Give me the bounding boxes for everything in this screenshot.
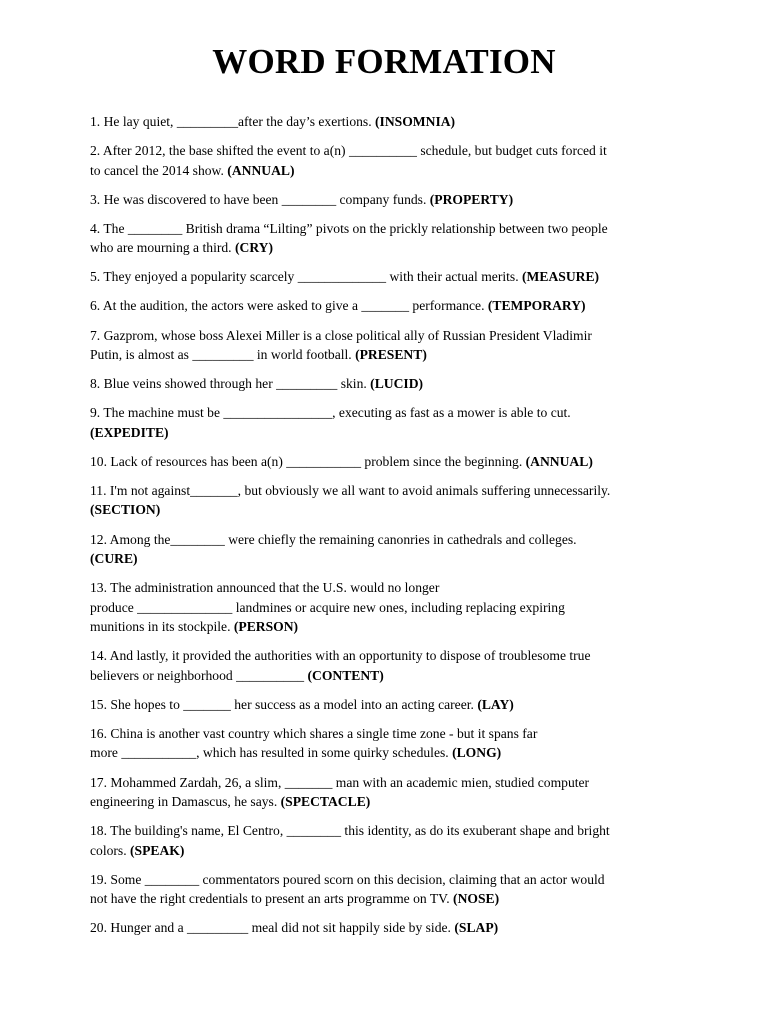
exercise-text-line: munitions in its stockpile.	[90, 619, 231, 635]
exercise-text-line: 6. At the audition, the actors were asked to give a _______ performance.	[90, 298, 485, 314]
root-word: (CRY)	[234, 240, 274, 256]
exercise-text-line: 1. He lay quiet, _________after the day’s exertions.	[90, 114, 372, 129]
exercise-text-line: engineering in Damascus, he says.	[90, 794, 278, 809]
root-word: (LUCID)	[370, 376, 424, 392]
root-word: (LONG)	[452, 745, 502, 761]
exercise-item	[90, 695, 680, 715]
exercise-item	[90, 646, 680, 685]
root-word: (SPECTACLE)	[280, 794, 371, 809]
exercise-text-line: 10. Lack of resources has been a(n) ___________ problem since the beginning.	[90, 453, 523, 469]
root-word: (CURE)	[90, 551, 138, 567]
exercise-text-line: 7. Gazprom, whose boss Alexei Miller is a close political ally of Russian President Vladimir	[90, 327, 592, 343]
root-word: (PROPERTY)	[429, 191, 514, 207]
exercise-text-line: 4. The ________ British drama “Lilting” pivots on the prickly relationship between two people	[90, 220, 608, 236]
exercise-text-line: 11. I'm not against_______, but obviously we all want to avoid animals suffering unnecessarily.	[90, 482, 611, 498]
exercise-text-line: who are mourning a third.	[90, 240, 232, 256]
exercise-item	[90, 403, 680, 442]
exercise-text-line: believers or neighborhood __________	[90, 667, 305, 683]
exercise-text-line: 18. The building's name, El Centro, ________ this identity, as do its exuberant shape and bright	[90, 823, 610, 839]
root-word: (SLAP)	[454, 920, 499, 936]
exercise-item	[90, 296, 680, 316]
exercise-text-line: 12. Among the________ were chiefly the remaining canonries in cathedrals and colleges.	[90, 531, 577, 547]
root-word: (NOSE)	[453, 891, 500, 907]
exercise-item	[90, 141, 680, 180]
exercise-text-line: 20. Hunger and a _________ meal did not sit happily side by side.	[90, 920, 451, 936]
exercise-text-line: 16. China is another vast country which shares a single time zone - but it spans far	[90, 725, 538, 741]
exercise-text-line: 2. After 2012, the base shifted the event to a(n) __________ schedule, but budget cuts forced it	[90, 143, 607, 159]
exercise-text-line: 5. They enjoyed a popularity scarcely _____________ with their actual merits.	[90, 269, 519, 285]
root-word: (SECTION)	[90, 502, 161, 518]
exercise-text-line: more ___________, which has resulted in some quirky schedules.	[90, 745, 449, 761]
exercise-text-line: not have the right credentials to present an arts programme on TV.	[90, 891, 450, 907]
root-word: (EXPEDITE)	[90, 424, 169, 440]
exercise-item	[90, 530, 680, 569]
exercise-item	[90, 821, 680, 860]
exercise-item	[90, 870, 680, 909]
exercise-list	[90, 112, 680, 947]
root-word: (ANNUAL)	[525, 453, 593, 469]
root-word: (INSOMNIA)	[375, 114, 456, 129]
exercise-item	[90, 190, 680, 210]
exercise-text-line: colors.	[90, 842, 127, 858]
exercise-text-line: 13. The administration announced that the U.S. would no longer	[90, 580, 440, 596]
root-word: (CONTENT)	[307, 667, 384, 683]
exercise-item	[90, 267, 680, 287]
root-word: (ANNUAL)	[227, 162, 295, 178]
exercise-item	[90, 219, 680, 258]
exercise-item	[90, 452, 680, 472]
exercise-item	[90, 724, 680, 763]
exercise-text-line: Putin, is almost as _________ in world football.	[90, 347, 352, 363]
root-word: (SPEAK)	[130, 842, 185, 858]
exercise-item	[90, 481, 680, 520]
root-word: (TEMPORARY)	[487, 298, 586, 314]
root-word: (PRESENT)	[355, 347, 427, 363]
exercise-text-line: produce ______________ landmines or acquire new ones, including replacing expiring	[90, 599, 565, 615]
exercise-text-line: 9. The machine must be ________________, executing as fast as a mower is able to cut.	[90, 405, 571, 421]
exercise-text-line: 19. Some ________ commentators poured scorn on this decision, claiming that an actor would	[90, 871, 605, 887]
page-title: WORD FORMATION	[212, 42, 556, 81]
exercise-item	[90, 326, 680, 365]
exercise-item	[90, 112, 680, 132]
root-word: (LAY)	[477, 696, 514, 712]
root-word: (MEASURE)	[522, 269, 600, 285]
exercise-item	[90, 374, 680, 394]
exercise-item	[90, 578, 680, 637]
exercise-text-line: 3. He was discovered to have been ________ company funds.	[90, 191, 427, 207]
exercise-text-line: 14. And lastly, it provided the authorities with an opportunity to dispose of troublesome true	[90, 648, 591, 664]
exercise-text-line: 17. Mohammed Zardah, 26, a slim, _______ man with an academic mien, studied computer	[90, 774, 590, 790]
root-word: (PERSON)	[233, 619, 299, 635]
exercise-text-line: 15. She hopes to _______ her success as a model into an acting career.	[90, 696, 474, 712]
exercise-item	[90, 773, 680, 812]
exercise-item	[90, 918, 680, 938]
exercise-text-line: 8. Blue veins showed through her _________ skin.	[90, 376, 367, 392]
exercise-text-line: to cancel the 2014 show.	[90, 162, 224, 178]
